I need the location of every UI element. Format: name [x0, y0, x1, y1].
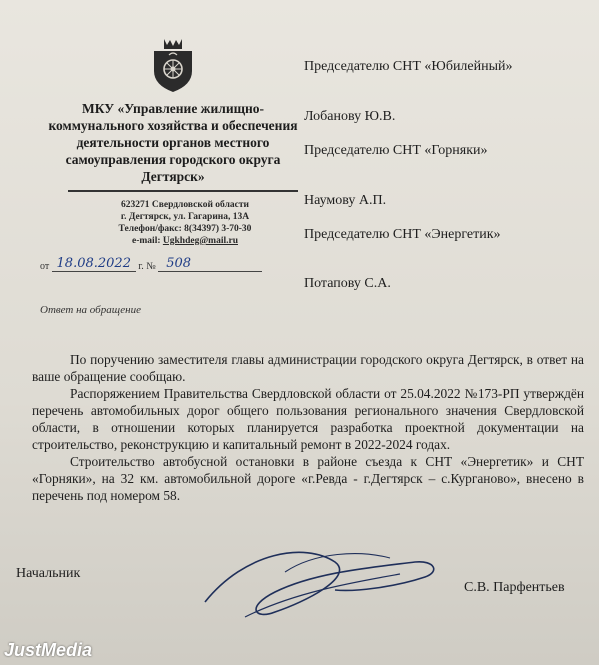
body-paragraph-1: По поручению заместителя главы администрации городского округа Дегтярск, в ответ на ваше обращение сообщаю.: [32, 352, 584, 384]
handwritten-signature: [185, 532, 455, 632]
date-field: [52, 256, 136, 272]
recipient-name-1: Лобанову Ю.В.: [304, 109, 396, 124]
brand-watermark: [4, 640, 92, 662]
phone-line: Телефон/факс: 8(34397) 3-70-30: [118, 224, 252, 234]
reply-label: Ответ на обращение: [40, 304, 141, 316]
handwritten-number: 508: [166, 256, 192, 271]
organization-address: [80, 199, 290, 247]
letterhead-divider: [68, 190, 298, 192]
address-line-1: 623271 Свердловской области: [121, 200, 249, 210]
email-label: e-mail:: [132, 236, 161, 246]
recipient-name-3: Потапову С.А.: [304, 276, 391, 291]
recipient-title-3: Председателю СНТ «Энергетик»: [304, 227, 501, 242]
number-field: [158, 256, 262, 272]
watermark-text: JustMedia: [4, 640, 93, 660]
body-paragraph-3: Строительство автобусной остановки в районе съезда к СНТ «Энергетик» и СНТ «Горняки», на 32 км. автомобильной дороге «г.Ревда - г.Дегтярск – с.Курганово», внесено в перечень под номером 58.: [32, 454, 584, 503]
letter-body: [32, 351, 584, 504]
signer-position: Начальник: [16, 566, 81, 581]
coat-of-arms-icon: [150, 37, 196, 93]
email-link[interactable]: Ugkhdeg@mail.ru: [162, 236, 238, 246]
recipient-name-2: Наумову А.П.: [304, 193, 387, 208]
email-row: [80, 235, 290, 247]
signer-name: С.В. Парфентьев: [464, 580, 565, 595]
recipient-title-1: Председателю СНТ «Юбилейный»: [304, 59, 513, 74]
handwritten-date: 18.08.2022: [56, 256, 131, 271]
date-prefix: от: [40, 261, 50, 272]
recipient-title-2: Председателю СНТ «Горняки»: [304, 143, 488, 158]
address-line-2: г. Дегтярск, ул. Гагарина, 13А: [120, 212, 250, 222]
organization-name: МКУ «Управление жилищно-коммунального хозяйства и обеспечения деятельности органов местного самоуправления городского округа Дегтярск»: [48, 101, 298, 184]
number-prefix: г. №: [138, 261, 156, 272]
body-paragraph-2: Распоряжением Правительства Свердловской области от 25.04.2022 №173-РП утверждён перечень автомобильных дорог общего пользования регионального значения Свердловской области, в отношении которых планируется разработка проектной документации на строительство, реконструкцию и капитальный ремонт в 2022-2024 годах.: [32, 386, 584, 452]
outgoing-number-row: [40, 256, 262, 272]
